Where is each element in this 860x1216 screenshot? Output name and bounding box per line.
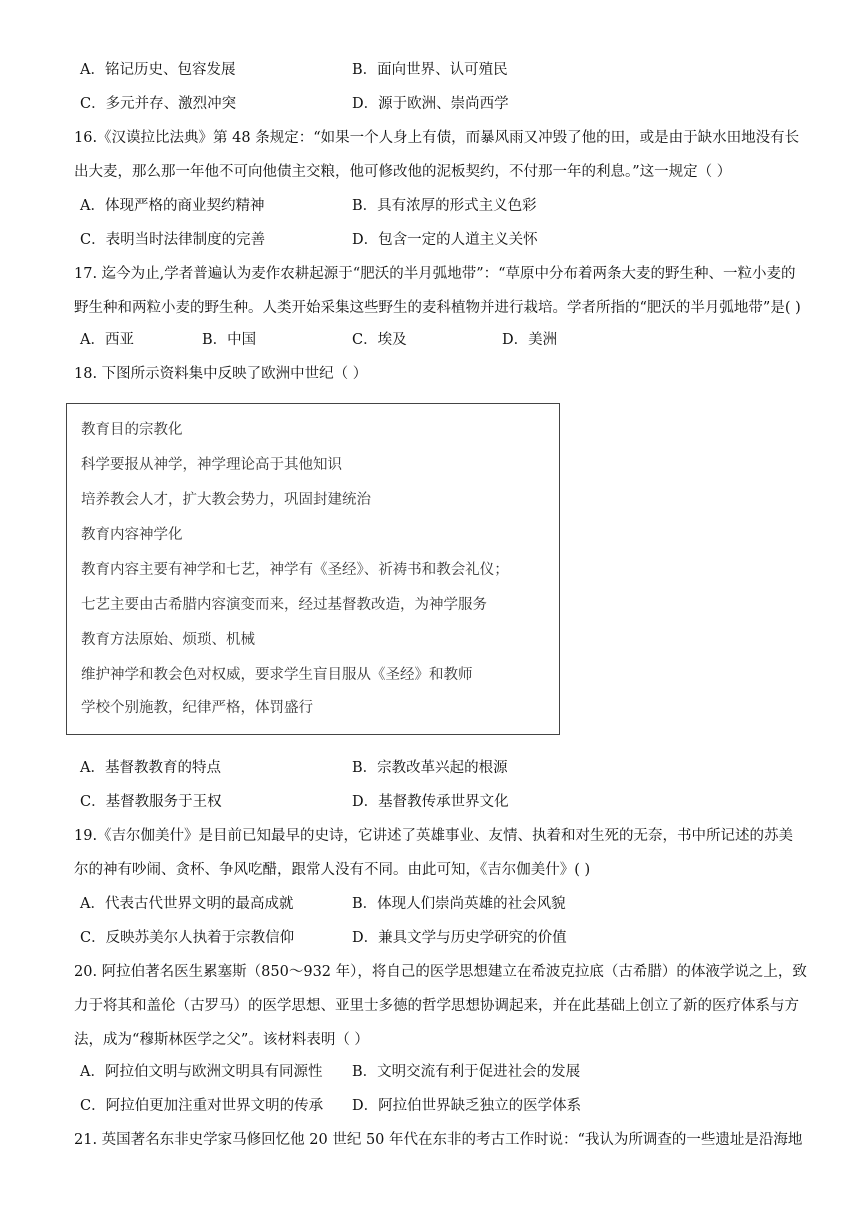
q20-option-d[interactable]: D．阿拉伯世界缺乏独立的医学体系 xyxy=(352,1098,582,1114)
q18-material-box xyxy=(66,403,560,735)
box-line-2: 科学要报从神学，神学理论高于其他知识 xyxy=(81,457,342,473)
q19-text-line-1: 19.《吉尔伽美什》是目前已知最早的史诗，它讲述了英雄事业、友情、执着和对生死的无奈，书中所记述的苏美 xyxy=(74,828,794,844)
q20-text-line-3: 法，成为“穆斯林医学之父”。该材料表明（ ） xyxy=(74,1032,369,1048)
q16-text-line-2: 出大麦，那么那一年他不可向他债主交粮，他可修改他的泥板契约，不付那一年的利息。”这一规定（ ） xyxy=(74,164,732,180)
q20-option-c[interactable]: C．阿拉伯更加注重对世界文明的传承 xyxy=(80,1098,324,1114)
q19-text-line-2: 尔的神有吵闹、贪杯、争风吃醋，跟常人没有不同。由此可知，《吉尔伽美什》( ) xyxy=(74,862,591,878)
q15-option-a[interactable]: A．铭记历史、包容发展 xyxy=(80,62,236,78)
box-line-9: 学校个别施教，纪律严格，体罚盛行 xyxy=(81,700,313,716)
q15-option-b[interactable]: B．面向世界、认可殖民 xyxy=(352,62,508,78)
q16-option-b[interactable]: B．具有浓厚的形式主义色彩 xyxy=(352,198,537,214)
q16-option-d[interactable]: D．包含一定的人道主义关怀 xyxy=(352,232,538,248)
q19-option-d[interactable]: D．兼具文学与历史学研究的价值 xyxy=(352,930,567,946)
box-line-1: 教育目的宗教化 xyxy=(81,422,183,438)
q20-option-a[interactable]: A．阿拉伯文明与欧洲文明具有同源性 xyxy=(80,1064,323,1080)
q18-option-d[interactable]: D．基督教传承世界文化 xyxy=(352,794,509,810)
q20-text-line-2: 力于将其和盖伦（古罗马）的医学思想、亚里士多德的哲学思想协调起来，并在此基础上创立了新的医疗体系与方 xyxy=(74,998,799,1014)
box-line-3: 培养教会人才，扩大教会势力，巩固封建统治 xyxy=(81,492,371,508)
box-line-6: 七艺主要由古希腊内容演变而来，经过基督教改造，为神学服务 xyxy=(81,597,487,613)
q16-option-a[interactable]: A．体现严格的商业契约精神 xyxy=(80,198,265,214)
q17-option-d[interactable]: D．美洲 xyxy=(502,332,558,348)
q18-option-b[interactable]: B．宗教改革兴起的根源 xyxy=(352,760,508,776)
q17-text-line-2: 野生种和两粒小麦的野生种。人类开始采集这些野生的麦科植物并进行栽培。学者所指的“肥沃的半月弧地带”是( ) xyxy=(74,300,801,316)
q15-option-c[interactable]: C．多元并存、激烈冲突 xyxy=(80,96,237,112)
q16-option-c[interactable]: C．表明当时法律制度的完善 xyxy=(80,232,266,248)
q19-option-c[interactable]: C．反映苏美尔人执着于宗教信仰 xyxy=(80,930,295,946)
box-line-5: 教育内容主要有神学和七艺，神学有《圣经》、祈祷书和教会礼仪； xyxy=(81,562,509,578)
box-line-4: 教育内容神学化 xyxy=(81,527,183,543)
q18-text-line-1: 18. 下图所示资料集中反映了欧洲中世纪（ ） xyxy=(74,366,368,382)
q18-option-c[interactable]: C．基督教服务于王权 xyxy=(80,794,222,810)
q17-option-a[interactable]: A．西亚 xyxy=(80,332,134,348)
q15-option-d[interactable]: D．源于欧洲、崇尚西学 xyxy=(352,96,509,112)
q21-text-line-1: 21. 英国著名东非史学家马修回忆他 20 世纪 50 年代在东非的考古工作时说：“我认为所调查的一些遗址是沿海地 xyxy=(74,1132,803,1148)
q17-option-c[interactable]: C．埃及 xyxy=(352,332,407,348)
box-line-7: 教育方法原始、烦琐、机械 xyxy=(81,632,255,648)
q20-option-b[interactable]: B．文明交流有利于促进社会的发展 xyxy=(352,1064,581,1080)
q16-text-line-1: 16.《汉谟拉比法典》第 48 条规定：“如果一个人身上有债，而暴风雨又冲毁了他的田，或是由于缺水田地没有长 xyxy=(74,130,800,146)
q17-text-line-1: 17. 迄今为止,学者普遍认为麦作农耕起源于“肥沃的半月弧地带”：“草原中分布着两条大麦的野生种、一粒小麦的 xyxy=(74,266,796,282)
q17-option-b[interactable]: B．中国 xyxy=(202,332,257,348)
q19-option-a[interactable]: A．代表古代世界文明的最高成就 xyxy=(80,896,294,912)
q19-option-b[interactable]: B．体现人们崇尚英雄的社会风貌 xyxy=(352,896,566,912)
q20-text-line-1: 20. 阿拉伯著名医生累塞斯（850～932 年），将自己的医学思想建立在希波克拉底（古希腊）的体液学说之上，致 xyxy=(74,964,807,980)
box-line-8: 维护神学和教会色对权威，要求学生盲目服从《圣经》和教师 xyxy=(81,667,473,683)
q18-option-a[interactable]: A．基督教教育的特点 xyxy=(80,760,221,776)
